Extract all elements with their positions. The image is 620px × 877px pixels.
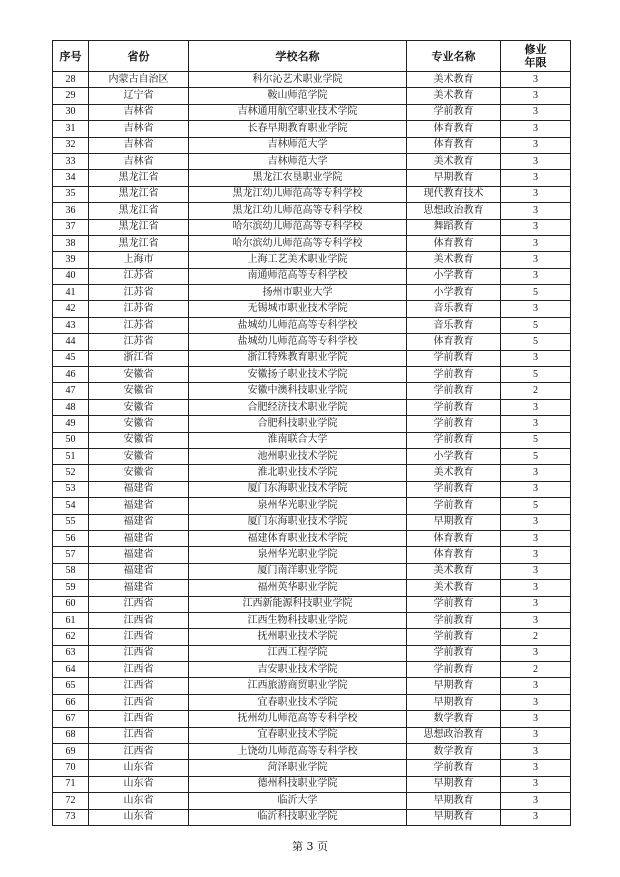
cell-province: 福建省 bbox=[89, 514, 189, 530]
table-row bbox=[53, 547, 571, 563]
cell-major-name: 体育教育 bbox=[407, 547, 501, 563]
cell-school-name: 泉州华光职业学院 bbox=[189, 498, 407, 514]
table-row bbox=[53, 350, 571, 366]
table-row bbox=[53, 793, 571, 809]
cell-major-name: 学前教育 bbox=[407, 629, 501, 645]
cell-serial-number: 46 bbox=[53, 367, 89, 383]
cell-study-years: 5 bbox=[501, 334, 571, 350]
cell-serial-number: 48 bbox=[53, 399, 89, 415]
table-row bbox=[53, 137, 571, 153]
cell-major-name: 早期教育 bbox=[407, 678, 501, 694]
table-row bbox=[53, 662, 571, 678]
page-number: 第 3 页 bbox=[292, 840, 328, 853]
table-row bbox=[53, 776, 571, 792]
cell-serial-number: 39 bbox=[53, 252, 89, 268]
cell-study-years: 5 bbox=[501, 367, 571, 383]
cell-serial-number: 64 bbox=[53, 662, 89, 678]
cell-study-years: 3 bbox=[501, 547, 571, 563]
cell-province: 吉林省 bbox=[89, 121, 189, 137]
cell-province: 安徽省 bbox=[89, 367, 189, 383]
cell-school-name: 安徽扬子职业技术学院 bbox=[189, 367, 407, 383]
cell-serial-number: 50 bbox=[53, 432, 89, 448]
cell-serial-number: 28 bbox=[53, 72, 89, 88]
cell-study-years: 3 bbox=[501, 88, 571, 104]
cell-study-years: 3 bbox=[501, 416, 571, 432]
cell-province: 福建省 bbox=[89, 498, 189, 514]
cell-school-name: 上饶幼儿师范高等专科学校 bbox=[189, 744, 407, 760]
cell-serial-number: 63 bbox=[53, 645, 89, 661]
cell-major-name: 早期教育 bbox=[407, 514, 501, 530]
cell-school-name: 江西生物科技职业学院 bbox=[189, 612, 407, 628]
cell-school-name: 厦门南洋职业学院 bbox=[189, 563, 407, 579]
cell-study-years: 3 bbox=[501, 776, 571, 792]
cell-major-name: 学前教育 bbox=[407, 367, 501, 383]
cell-major-name: 学前教育 bbox=[407, 350, 501, 366]
cell-school-name: 安徽中澳科技职业学院 bbox=[189, 383, 407, 399]
table-row bbox=[53, 186, 571, 202]
cell-school-name: 厦门东海职业技术学院 bbox=[189, 481, 407, 497]
cell-major-name: 美术教育 bbox=[407, 88, 501, 104]
cell-major-name: 体育教育 bbox=[407, 530, 501, 546]
cell-province: 江苏省 bbox=[89, 334, 189, 350]
cell-study-years: 3 bbox=[501, 268, 571, 284]
table-row bbox=[53, 612, 571, 628]
table-row bbox=[53, 88, 571, 104]
cell-school-name: 福州英华职业学院 bbox=[189, 580, 407, 596]
table-row bbox=[53, 809, 571, 825]
cell-school-name: 临沂大学 bbox=[189, 793, 407, 809]
cell-province: 吉林省 bbox=[89, 153, 189, 169]
cell-province: 江西省 bbox=[89, 744, 189, 760]
cell-serial-number: 29 bbox=[53, 88, 89, 104]
cell-school-name: 淮南联合大学 bbox=[189, 432, 407, 448]
cell-school-name: 哈尔滨幼儿师范高等专科学校 bbox=[189, 219, 407, 235]
table-row bbox=[53, 448, 571, 464]
cell-school-name: 吉林师范大学 bbox=[189, 153, 407, 169]
cell-province: 福建省 bbox=[89, 530, 189, 546]
cell-province: 福建省 bbox=[89, 580, 189, 596]
header-major-name: 专业名称 bbox=[407, 41, 501, 72]
cell-serial-number: 71 bbox=[53, 776, 89, 792]
table-row bbox=[53, 252, 571, 268]
cell-province: 黑龙江省 bbox=[89, 203, 189, 219]
cell-major-name: 早期教育 bbox=[407, 170, 501, 186]
cell-serial-number: 36 bbox=[53, 203, 89, 219]
cell-serial-number: 54 bbox=[53, 498, 89, 514]
cell-major-name: 早期教育 bbox=[407, 776, 501, 792]
cell-serial-number: 65 bbox=[53, 678, 89, 694]
cell-school-name: 泉州华光职业学院 bbox=[189, 547, 407, 563]
cell-serial-number: 69 bbox=[53, 744, 89, 760]
cell-serial-number: 45 bbox=[53, 350, 89, 366]
table-row bbox=[53, 744, 571, 760]
cell-major-name: 体育教育 bbox=[407, 137, 501, 153]
cell-major-name: 美术教育 bbox=[407, 465, 501, 481]
header-row bbox=[53, 41, 571, 72]
cell-province: 安徽省 bbox=[89, 416, 189, 432]
cell-serial-number: 49 bbox=[53, 416, 89, 432]
cell-province: 江西省 bbox=[89, 629, 189, 645]
cell-major-name: 体育教育 bbox=[407, 235, 501, 251]
table-row bbox=[53, 563, 571, 579]
cell-study-years: 3 bbox=[501, 301, 571, 317]
cell-province: 黑龙江省 bbox=[89, 235, 189, 251]
cell-major-name: 美术教育 bbox=[407, 580, 501, 596]
table-row bbox=[53, 268, 571, 284]
cell-study-years: 3 bbox=[501, 137, 571, 153]
cell-major-name: 学前教育 bbox=[407, 662, 501, 678]
cell-major-name: 学前教育 bbox=[407, 596, 501, 612]
cell-school-name: 江西新能源科技职业学院 bbox=[189, 596, 407, 612]
cell-province: 山东省 bbox=[89, 760, 189, 776]
cell-serial-number: 33 bbox=[53, 153, 89, 169]
cell-serial-number: 51 bbox=[53, 448, 89, 464]
table-row bbox=[53, 153, 571, 169]
cell-province: 江西省 bbox=[89, 727, 189, 743]
header-study-years bbox=[501, 41, 571, 72]
cell-serial-number: 70 bbox=[53, 760, 89, 776]
cell-major-name: 音乐教育 bbox=[407, 317, 501, 333]
cell-school-name: 哈尔滨幼儿师范高等专科学校 bbox=[189, 235, 407, 251]
table-row bbox=[53, 432, 571, 448]
table-row bbox=[53, 727, 571, 743]
cell-school-name: 池州职业技术学院 bbox=[189, 448, 407, 464]
cell-study-years: 5 bbox=[501, 448, 571, 464]
cell-study-years: 5 bbox=[501, 498, 571, 514]
cell-study-years: 3 bbox=[501, 596, 571, 612]
cell-school-name: 黑龙江农垦职业学院 bbox=[189, 170, 407, 186]
cell-study-years: 3 bbox=[501, 514, 571, 530]
table-row bbox=[53, 121, 571, 137]
cell-school-name: 江西工程学院 bbox=[189, 645, 407, 661]
cell-study-years: 3 bbox=[501, 530, 571, 546]
cell-province: 山东省 bbox=[89, 809, 189, 825]
cell-study-years: 3 bbox=[501, 153, 571, 169]
cell-major-name: 体育教育 bbox=[407, 121, 501, 137]
cell-province: 辽宁省 bbox=[89, 88, 189, 104]
cell-serial-number: 66 bbox=[53, 694, 89, 710]
cell-study-years: 3 bbox=[501, 186, 571, 202]
cell-major-name: 学前教育 bbox=[407, 498, 501, 514]
cell-major-name: 早期教育 bbox=[407, 793, 501, 809]
table-row bbox=[53, 170, 571, 186]
table-row bbox=[53, 104, 571, 120]
cell-province: 安徽省 bbox=[89, 383, 189, 399]
cell-serial-number: 38 bbox=[53, 235, 89, 251]
cell-study-years: 2 bbox=[501, 629, 571, 645]
cell-major-name: 学前教育 bbox=[407, 416, 501, 432]
cell-study-years: 5 bbox=[501, 317, 571, 333]
cell-major-name: 美术教育 bbox=[407, 153, 501, 169]
cell-province: 江苏省 bbox=[89, 317, 189, 333]
table-row bbox=[53, 711, 571, 727]
cell-study-years: 5 bbox=[501, 285, 571, 301]
table-row bbox=[53, 285, 571, 301]
cell-study-years: 3 bbox=[501, 170, 571, 186]
cell-province: 安徽省 bbox=[89, 465, 189, 481]
cell-school-name: 科尔沁艺术职业学院 bbox=[189, 72, 407, 88]
cell-serial-number: 43 bbox=[53, 317, 89, 333]
header-serial-number: 序号 bbox=[53, 41, 89, 72]
cell-serial-number: 57 bbox=[53, 547, 89, 563]
cell-major-name: 学前教育 bbox=[407, 645, 501, 661]
table-row bbox=[53, 629, 571, 645]
cell-study-years: 2 bbox=[501, 662, 571, 678]
cell-study-years: 3 bbox=[501, 678, 571, 694]
cell-serial-number: 73 bbox=[53, 809, 89, 825]
cell-major-name: 学前教育 bbox=[407, 481, 501, 497]
cell-study-years: 3 bbox=[501, 219, 571, 235]
table-row bbox=[53, 514, 571, 530]
table-row bbox=[53, 596, 571, 612]
cell-study-years: 2 bbox=[501, 383, 571, 399]
cell-major-name: 舞蹈教育 bbox=[407, 219, 501, 235]
cell-serial-number: 60 bbox=[53, 596, 89, 612]
cell-major-name: 学前教育 bbox=[407, 760, 501, 776]
cell-province: 江西省 bbox=[89, 662, 189, 678]
cell-province: 江苏省 bbox=[89, 285, 189, 301]
cell-province: 安徽省 bbox=[89, 448, 189, 464]
cell-serial-number: 37 bbox=[53, 219, 89, 235]
cell-school-name: 菏泽职业学院 bbox=[189, 760, 407, 776]
cell-major-name: 早期教育 bbox=[407, 809, 501, 825]
cell-major-name: 早期教育 bbox=[407, 694, 501, 710]
table-row bbox=[53, 481, 571, 497]
cell-school-name: 抚州职业技术学院 bbox=[189, 629, 407, 645]
cell-serial-number: 40 bbox=[53, 268, 89, 284]
cell-province: 内蒙古自治区 bbox=[89, 72, 189, 88]
cell-major-name: 美术教育 bbox=[407, 563, 501, 579]
cell-province: 江西省 bbox=[89, 694, 189, 710]
cell-serial-number: 42 bbox=[53, 301, 89, 317]
cell-school-name: 盐城幼儿师范高等专科学校 bbox=[189, 334, 407, 350]
cell-study-years: 3 bbox=[501, 793, 571, 809]
table-row bbox=[53, 530, 571, 546]
header-school-name: 学校名称 bbox=[189, 41, 407, 72]
cell-study-years: 3 bbox=[501, 744, 571, 760]
cell-major-name: 数学教育 bbox=[407, 711, 501, 727]
cell-school-name: 吉林师范大学 bbox=[189, 137, 407, 153]
cell-study-years: 3 bbox=[501, 203, 571, 219]
cell-major-name: 学前教育 bbox=[407, 612, 501, 628]
cell-major-name: 学前教育 bbox=[407, 399, 501, 415]
table-row bbox=[53, 235, 571, 251]
table-row bbox=[53, 645, 571, 661]
header-province: 省份 bbox=[89, 41, 189, 72]
cell-study-years: 3 bbox=[501, 399, 571, 415]
cell-major-name: 体育教育 bbox=[407, 334, 501, 350]
cell-serial-number: 62 bbox=[53, 629, 89, 645]
cell-serial-number: 55 bbox=[53, 514, 89, 530]
cell-serial-number: 31 bbox=[53, 121, 89, 137]
cell-school-name: 合肥科技职业学院 bbox=[189, 416, 407, 432]
cell-school-name: 扬州市职业大学 bbox=[189, 285, 407, 301]
cell-major-name: 学前教育 bbox=[407, 383, 501, 399]
cell-serial-number: 44 bbox=[53, 334, 89, 350]
cell-study-years: 3 bbox=[501, 580, 571, 596]
cell-major-name: 小学教育 bbox=[407, 268, 501, 284]
table-row bbox=[53, 203, 571, 219]
cell-school-name: 黑龙江幼儿师范高等专科学校 bbox=[189, 203, 407, 219]
cell-study-years: 3 bbox=[501, 694, 571, 710]
cell-study-years: 3 bbox=[501, 104, 571, 120]
cell-major-name: 思想政治教育 bbox=[407, 203, 501, 219]
cell-province: 浙江省 bbox=[89, 350, 189, 366]
table-row bbox=[53, 72, 571, 88]
cell-province: 江西省 bbox=[89, 612, 189, 628]
table-row bbox=[53, 301, 571, 317]
cell-study-years: 5 bbox=[501, 432, 571, 448]
cell-major-name: 学前教育 bbox=[407, 104, 501, 120]
cell-school-name: 合肥经济技术职业学院 bbox=[189, 399, 407, 415]
cell-study-years: 3 bbox=[501, 72, 571, 88]
cell-serial-number: 52 bbox=[53, 465, 89, 481]
cell-study-years: 3 bbox=[501, 645, 571, 661]
cell-serial-number: 72 bbox=[53, 793, 89, 809]
cell-serial-number: 59 bbox=[53, 580, 89, 596]
cell-province: 黑龙江省 bbox=[89, 186, 189, 202]
cell-province: 江苏省 bbox=[89, 301, 189, 317]
cell-serial-number: 35 bbox=[53, 186, 89, 202]
cell-school-name: 南通师范高等专科学校 bbox=[189, 268, 407, 284]
cell-study-years: 3 bbox=[501, 563, 571, 579]
cell-serial-number: 34 bbox=[53, 170, 89, 186]
cell-serial-number: 32 bbox=[53, 137, 89, 153]
cell-study-years: 3 bbox=[501, 711, 571, 727]
cell-serial-number: 47 bbox=[53, 383, 89, 399]
cell-school-name: 吉安职业技术学院 bbox=[189, 662, 407, 678]
cell-study-years: 3 bbox=[501, 481, 571, 497]
cell-major-name: 小学教育 bbox=[407, 448, 501, 464]
cell-serial-number: 61 bbox=[53, 612, 89, 628]
school-major-table bbox=[52, 40, 571, 826]
cell-study-years: 3 bbox=[501, 760, 571, 776]
table-row bbox=[53, 383, 571, 399]
cell-province: 山东省 bbox=[89, 793, 189, 809]
table-row bbox=[53, 580, 571, 596]
cell-study-years: 3 bbox=[501, 350, 571, 366]
cell-serial-number: 53 bbox=[53, 481, 89, 497]
cell-serial-number: 67 bbox=[53, 711, 89, 727]
cell-province: 吉林省 bbox=[89, 137, 189, 153]
cell-major-name: 现代教育技术 bbox=[407, 186, 501, 202]
table-row bbox=[53, 367, 571, 383]
cell-province: 安徽省 bbox=[89, 399, 189, 415]
table-row bbox=[53, 498, 571, 514]
cell-province: 江西省 bbox=[89, 645, 189, 661]
cell-province: 福建省 bbox=[89, 547, 189, 563]
table-header bbox=[53, 41, 571, 72]
cell-major-name: 美术教育 bbox=[407, 72, 501, 88]
cell-major-name: 学前教育 bbox=[407, 432, 501, 448]
cell-major-name: 美术教育 bbox=[407, 252, 501, 268]
cell-province: 吉林省 bbox=[89, 104, 189, 120]
table-row bbox=[53, 694, 571, 710]
cell-school-name: 黑龙江幼儿师范高等专科学校 bbox=[189, 186, 407, 202]
table-row bbox=[53, 334, 571, 350]
cell-province: 上海市 bbox=[89, 252, 189, 268]
table-row bbox=[53, 760, 571, 776]
cell-school-name: 吉林通用航空职业技术学院 bbox=[189, 104, 407, 120]
cell-study-years: 3 bbox=[501, 465, 571, 481]
table-row bbox=[53, 678, 571, 694]
cell-province: 黑龙江省 bbox=[89, 170, 189, 186]
cell-school-name: 长春早期教育职业学院 bbox=[189, 121, 407, 137]
table-row bbox=[53, 317, 571, 333]
cell-serial-number: 58 bbox=[53, 563, 89, 579]
cell-province: 福建省 bbox=[89, 563, 189, 579]
table-row bbox=[53, 219, 571, 235]
cell-school-name: 福建体育职业技术学院 bbox=[189, 530, 407, 546]
cell-school-name: 德州科技职业学院 bbox=[189, 776, 407, 792]
cell-province: 江西省 bbox=[89, 678, 189, 694]
cell-province: 江西省 bbox=[89, 711, 189, 727]
cell-school-name: 淮北职业技术学院 bbox=[189, 465, 407, 481]
cell-province: 江苏省 bbox=[89, 268, 189, 284]
cell-province: 安徽省 bbox=[89, 432, 189, 448]
cell-province: 黑龙江省 bbox=[89, 219, 189, 235]
cell-serial-number: 68 bbox=[53, 727, 89, 743]
cell-major-name: 小学教育 bbox=[407, 285, 501, 301]
table-row bbox=[53, 465, 571, 481]
cell-serial-number: 56 bbox=[53, 530, 89, 546]
cell-school-name: 临沂科技职业学院 bbox=[189, 809, 407, 825]
cell-serial-number: 41 bbox=[53, 285, 89, 301]
cell-major-name: 音乐教育 bbox=[407, 301, 501, 317]
cell-study-years: 3 bbox=[501, 809, 571, 825]
cell-province: 山东省 bbox=[89, 776, 189, 792]
cell-major-name: 数学教育 bbox=[407, 744, 501, 760]
cell-study-years: 3 bbox=[501, 612, 571, 628]
cell-school-name: 厦门东海职业技术学院 bbox=[189, 514, 407, 530]
cell-study-years: 3 bbox=[501, 235, 571, 251]
cell-study-years: 3 bbox=[501, 727, 571, 743]
cell-school-name: 浙江特殊教育职业学院 bbox=[189, 350, 407, 366]
cell-school-name: 盐城幼儿师范高等专科学校 bbox=[189, 317, 407, 333]
header-study-years-label: 修业 年限 bbox=[524, 43, 547, 69]
cell-school-name: 上海工艺美术职业学院 bbox=[189, 252, 407, 268]
cell-school-name: 鞍山师范学院 bbox=[189, 88, 407, 104]
cell-study-years: 3 bbox=[501, 252, 571, 268]
table-row bbox=[53, 399, 571, 415]
cell-province: 福建省 bbox=[89, 481, 189, 497]
cell-school-name: 宜春职业技术学院 bbox=[189, 727, 407, 743]
cell-school-name: 抚州幼儿师范高等专科学校 bbox=[189, 711, 407, 727]
cell-serial-number: 30 bbox=[53, 104, 89, 120]
table-body bbox=[53, 72, 571, 826]
cell-study-years: 3 bbox=[501, 121, 571, 137]
table-row bbox=[53, 416, 571, 432]
cell-major-name: 思想政治教育 bbox=[407, 727, 501, 743]
cell-school-name: 江西旅游商贸职业学院 bbox=[189, 678, 407, 694]
cell-school-name: 无锡城市职业技术学院 bbox=[189, 301, 407, 317]
cell-school-name: 宜春职业技术学院 bbox=[189, 694, 407, 710]
cell-province: 江西省 bbox=[89, 596, 189, 612]
